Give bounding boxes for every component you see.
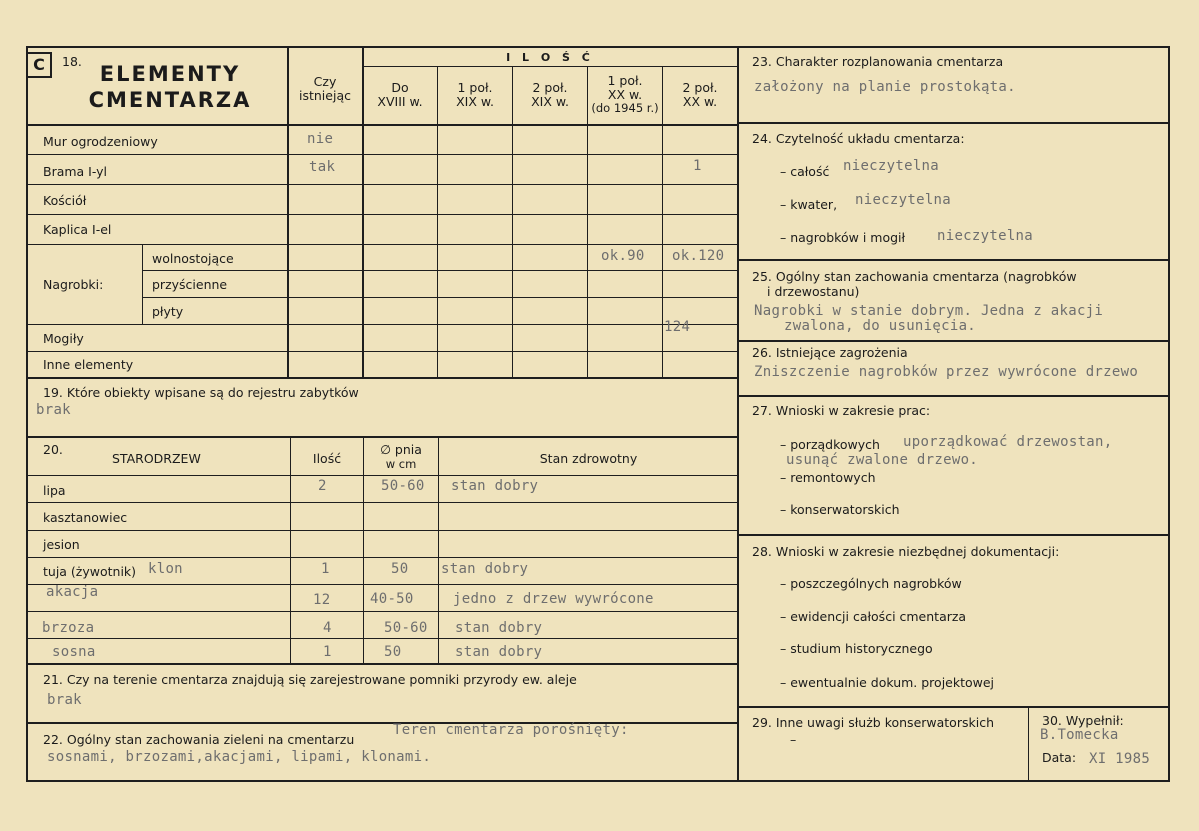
s24-item-label: – kwater,	[780, 197, 838, 212]
s19-value: brak	[36, 402, 71, 418]
mur-exists-value: nie	[307, 131, 334, 147]
s19-bottom	[26, 436, 738, 438]
row-line	[26, 351, 738, 352]
period-label: 1 poł.	[607, 73, 643, 88]
col-exists-label: istniejąc	[299, 88, 351, 103]
row-label-nagrobki: Nagrobki:	[43, 277, 104, 292]
row-label-inne: Inne elementy	[43, 357, 134, 372]
s28-item: – ewidencji całości cmentarza	[780, 609, 967, 624]
s28-item: – studium historycznego	[780, 641, 933, 656]
s30-name: B.Tomecka	[1040, 727, 1119, 743]
s27-remontowych-label: – remontowych	[780, 470, 876, 485]
s18-header-bottom	[26, 124, 738, 126]
row-line	[26, 530, 738, 531]
tree-diameter: 40-50	[370, 591, 414, 607]
s21-label: 21. Czy na terenie cmentarza znajdują się zarejestrowane pomniki przyrody ew. aleje	[43, 672, 577, 687]
brama-count-value: 1	[693, 158, 702, 174]
s22-value-line2: sosnami, brzozami,akacjami, lipami, klonami.	[47, 749, 432, 765]
wolnostojace-count-p4: ok.90	[601, 248, 645, 264]
ilosc-header: I L O Ś Ć	[506, 51, 594, 64]
tree-health: stan dobry	[441, 561, 529, 577]
s23-label: 23. Charakter rozplanowania cmentarza	[752, 54, 1004, 69]
nagrobki-sep	[142, 244, 143, 324]
s21-bottom	[26, 722, 738, 724]
s28-label: 28. Wnioski w zakresie niezbędnej dokumentacji:	[752, 544, 1060, 559]
tree-diameter: 50	[384, 644, 402, 660]
mogily-count-value: 124	[664, 319, 691, 335]
section-letter: C	[26, 52, 52, 78]
row-line	[26, 584, 738, 585]
period-label: 2 poł.	[682, 80, 718, 95]
s30-date-label: Data:	[1042, 750, 1077, 765]
s25-label-line1: 25. Ogólny stan zachowania cmentarza (nagrobków	[752, 269, 1077, 284]
tree-name: kasztanowiec	[43, 510, 128, 525]
s27-label: 27. Wnioski w zakresie prac:	[752, 403, 931, 418]
s27-porzadkowych-value2: usunąć zwalone drzewo.	[786, 452, 979, 468]
s18-title-line2: CMENTARZA	[88, 88, 252, 112]
row-line	[26, 214, 738, 215]
s20-col-diameter-unit: w cm	[385, 457, 417, 471]
s29-s30-sep	[1028, 706, 1029, 781]
s24-label: 24. Czytelność układu cmentarza:	[752, 131, 965, 146]
row-line	[142, 297, 738, 298]
s20-col-health: Stan zdrowotny	[539, 451, 638, 466]
s20-number: 20.	[43, 442, 63, 457]
tree-count: 4	[323, 620, 332, 636]
s18-col-sep	[512, 66, 513, 378]
s27-konserwatorskich-label: – konserwatorskich	[780, 502, 900, 517]
tree-name: brzoza	[42, 620, 95, 636]
tree-diameter: 50	[391, 561, 409, 577]
s20-col-sep	[290, 436, 291, 663]
row-label-mur: Mur ogrodzeniowy	[43, 134, 158, 149]
s23-bottom	[737, 122, 1170, 124]
tree-health: jedno z drzew wywrócone	[453, 591, 654, 607]
row-line	[26, 244, 738, 245]
frame-bottom	[26, 780, 1170, 782]
s26-label: 26. Istniejące zagrożenia	[752, 345, 908, 360]
tree-count: 12	[313, 592, 331, 608]
s18-bottom	[26, 377, 738, 379]
period-label: XIX w.	[456, 94, 494, 109]
tree-diameter: 50-60	[381, 478, 425, 494]
period-label: 1 poł.	[457, 80, 493, 95]
col-exists-label: Czy	[313, 74, 337, 89]
s24-item-value: nieczytelna	[843, 158, 940, 174]
s27-porzadkowych-label: – porządkowych	[780, 437, 880, 452]
period-label: Do	[391, 80, 409, 95]
tree-health: stan dobry	[455, 620, 543, 636]
s23-value: założony na planie prostokąta.	[754, 79, 1016, 95]
frame-middle	[737, 46, 739, 782]
frame-left	[26, 46, 28, 782]
row-label-kaplica: Kaplica I-el	[43, 222, 112, 237]
row-label-wolnostojace: wolnostojące	[152, 251, 234, 266]
s29-value: –	[790, 732, 797, 747]
period-label: XIX w.	[531, 94, 569, 109]
s26-value: Zniszczenie nagrobków przez wywrócone drzewo	[754, 364, 1139, 380]
s28-item: – ewentualnie dokum. projektowej	[780, 675, 995, 690]
frame-right	[1168, 46, 1170, 782]
row-line	[26, 184, 738, 185]
tree-count: 1	[321, 561, 330, 577]
tree-name: jesion	[43, 537, 80, 552]
row-line	[26, 154, 738, 155]
row-line	[142, 270, 738, 271]
s26-bottom	[737, 395, 1170, 397]
s22-value-line1: Teren cmentarza porośnięty:	[393, 722, 629, 738]
tree-name-overtyped: klon	[148, 561, 183, 577]
s22-label: 22. Ogólny stan zachowania zieleni na cmentarzu	[43, 732, 355, 747]
tree-name: akacja	[46, 584, 99, 600]
s18-number: 18.	[62, 54, 82, 69]
frame-top	[26, 46, 1170, 48]
s18-col-sep	[662, 66, 663, 378]
wolnostojace-count-p5: ok.120	[672, 248, 725, 264]
tree-name: lipa	[43, 483, 66, 498]
tree-count: 1	[323, 644, 332, 660]
s28-bottom	[737, 706, 1170, 708]
row-line	[26, 557, 738, 558]
s20-header-bottom	[26, 475, 738, 476]
s24-item-value: nieczytelna	[855, 192, 952, 208]
s26-value-clip	[752, 363, 1166, 383]
period-label: (do 1945 r.)	[591, 101, 659, 115]
row-label-mogily: Mogiły	[43, 331, 84, 346]
s20-col-diameter: ∅ pnia	[380, 442, 422, 457]
row-line	[26, 611, 738, 612]
tree-name: tuja (żywotnik)	[43, 564, 137, 579]
s20-col-sep	[438, 436, 439, 663]
s25-label-line2: i drzewostanu)	[767, 284, 860, 299]
period-label: XX w.	[607, 87, 643, 102]
tree-name: sosna	[52, 644, 96, 660]
row-line	[26, 502, 738, 503]
s21-value: brak	[47, 692, 82, 708]
s18-col-sep	[437, 66, 438, 378]
tree-count: 2	[318, 478, 327, 494]
period-label: XX w.	[682, 94, 718, 109]
s25-value-line1: Nagrobki w stanie dobrym. Jedna z akacji	[754, 303, 1104, 319]
brama-exists-value: tak	[309, 159, 336, 175]
s18-ilosc-line	[362, 66, 738, 67]
s18-title-line1: ELEMENTY	[99, 62, 241, 86]
row-line	[26, 324, 738, 325]
s20-col-count: Ilość	[312, 451, 342, 466]
s30-label: 30. Wypełnił:	[1042, 713, 1124, 728]
s24-item-label: – nagrobków i mogił	[780, 230, 906, 245]
s20-bottom	[26, 663, 738, 665]
s25-value-line2: zwalona, do usunięcia.	[784, 318, 977, 334]
s24-item-label: – całość	[780, 164, 830, 179]
row-label-brama: Brama I-yl	[43, 164, 108, 179]
s28-item: – poszczególnych nagrobków	[780, 576, 962, 591]
s24-item-value: nieczytelna	[937, 228, 1034, 244]
row-label-przyscienne: przyścienne	[152, 277, 228, 292]
s24-bottom	[737, 259, 1170, 261]
tree-health: stan dobry	[451, 478, 539, 494]
row-label-plyty: płyty	[152, 304, 184, 319]
row-line	[26, 638, 738, 639]
period-label: XVIII w.	[377, 94, 423, 109]
s29-label: 29. Inne uwagi służb konserwatorskich	[752, 715, 994, 730]
s20-title: STARODRZEW	[112, 451, 201, 466]
s27-porzadkowych-value1: uporządkować drzewostan,	[903, 434, 1113, 450]
tree-diameter: 50-60	[384, 620, 428, 636]
row-label-kosciol: Kościół	[43, 193, 87, 208]
period-label: 2 poł.	[532, 80, 568, 95]
s19-label: 19. Które obiekty wpisane są do rejestru zabytków	[43, 385, 359, 400]
s27-bottom	[737, 534, 1170, 536]
s25-bottom	[737, 340, 1170, 342]
tree-health: stan dobry	[455, 644, 543, 660]
s30-date: XI 1985	[1089, 751, 1151, 767]
